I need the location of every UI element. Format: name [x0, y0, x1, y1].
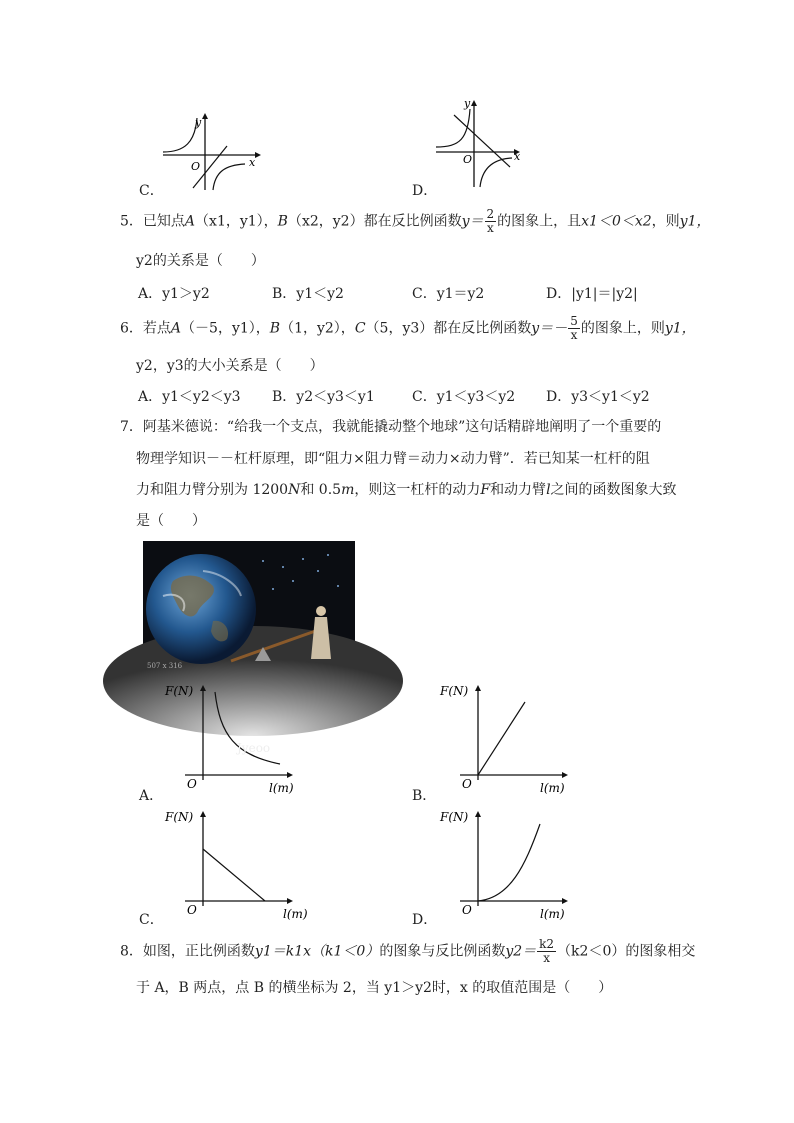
question-7-line4: 是（ ）: [136, 513, 206, 529]
graph-a: [165, 680, 305, 795]
x-axis-label: l(m): [269, 781, 294, 795]
graph-c2: [165, 806, 308, 921]
question-5-line2: y2的关系是（ ）: [136, 253, 265, 269]
archimedes-image: [143, 541, 355, 673]
y-axis-label: F(N): [440, 810, 469, 824]
question-8-line1: 8．如图，正比例函数y1＝k1x（k1＜0）的图象与反比例函数y2＝ $\frac{k2}{x}$ （k2＜0）的图象相交: [120, 937, 696, 965]
q6-option-b: B．y2＜y3＜y1: [272, 389, 375, 405]
axis-x-label: x: [249, 156, 256, 169]
graph-d2: [440, 806, 580, 921]
x-axis-label: l(m): [540, 907, 565, 921]
origin-label: O: [462, 903, 472, 917]
axis-y-label: y: [464, 97, 471, 110]
q7-option-d-label: D．: [412, 912, 438, 928]
fraction: $\frac{5}{x}$: [570, 314, 578, 342]
axis-x-label: x: [514, 150, 521, 163]
y-axis-label: F(N): [440, 684, 469, 698]
q6-option-d: D．y3＜y1＜y2: [546, 389, 650, 405]
question-8-line2: 于 A，B 两点，点 B 的横坐标为 2，当 y1＞y2时，x 的取值范围是（ ）: [136, 980, 613, 996]
y-axis-label: F(N): [165, 684, 194, 698]
option-d-label: D．: [412, 183, 438, 199]
question-6-line1: 6．若点A（－5，y1），B（1，y2），C（5，y3）都在反比例函数y＝－ $\frac{5}{x}$ 的图象上，则y1，: [120, 314, 696, 342]
svg-text:Jyeoo: Jyeoo: [237, 741, 271, 755]
fraction: $\frac{k2}{x}$: [539, 937, 555, 965]
graph-c: [155, 110, 265, 195]
axis-y-label: y: [195, 116, 202, 129]
question-7-line3: 力和阻力臂分别为 1200N和 0.5m，则这一杠杆的动力F和动力臂l之间的函数图象大致: [136, 482, 677, 498]
q7-option-b-label: B．: [412, 788, 437, 804]
image-caption: 507 x 316: [147, 662, 183, 670]
origin-label: O: [463, 153, 473, 166]
q6-option-c: C．y1＜y3＜y2: [412, 389, 516, 405]
q5-option-b: B．y1＜y2: [272, 286, 344, 302]
y-axis-label: F(N): [165, 810, 194, 824]
origin-label: O: [187, 777, 197, 791]
graph-d: [430, 95, 530, 190]
q7-option-c-label: C．: [139, 912, 164, 928]
x-axis-label: l(m): [540, 781, 565, 795]
q7-option-a-label: A．: [139, 788, 164, 804]
question-7-line2: 物理学知识－－杠杆原理，即“阻力×阻力臂＝动力×动力臂”．若已知某一杠杆的阻: [136, 451, 650, 467]
option-c-label: C．: [139, 183, 164, 199]
question-5-line1: 5．已知点A（x1，y1），B（x2，y2）都在反比例函数y＝ $\frac{2}{x}$ 的图象上，且x1＜0＜x2，则y1，: [120, 207, 711, 235]
q5-option-a: A．y1＞y2: [138, 286, 210, 302]
origin-label: O: [191, 160, 201, 173]
origin-label: O: [187, 903, 197, 917]
graph-b: [440, 680, 580, 795]
q5-option-c: C．y1＝y2: [412, 286, 485, 302]
question-6-line2: y2，y3的大小关系是（ ）: [136, 358, 324, 374]
question-7-line1: 7．阿基米德说：“给我一个支点，我就能撬动整个地球”这句话精辟地阐明了一个重要的: [120, 419, 662, 435]
x-axis-label: l(m): [283, 907, 308, 921]
q6-option-a: A．y1＜y2＜y3: [138, 389, 241, 405]
fraction: $\frac{2}{x}$: [486, 207, 495, 235]
origin-label: O: [462, 777, 472, 791]
q5-option-d: D．|y1|＝|y2|: [546, 286, 638, 302]
